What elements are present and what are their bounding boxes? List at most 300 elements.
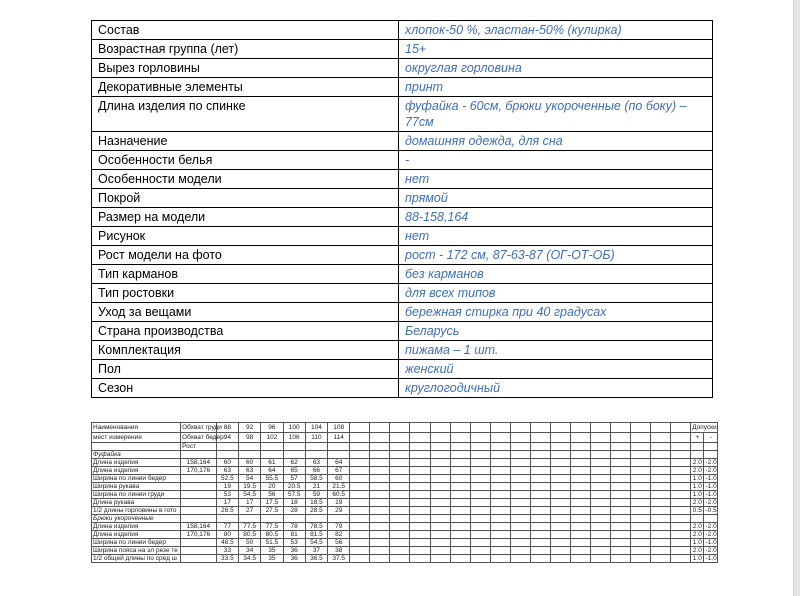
size-cell — [530, 475, 550, 483]
size-cell — [610, 483, 630, 491]
size-cell — [410, 423, 430, 433]
spec-label: Рост модели на фото — [92, 246, 399, 265]
size-cell — [490, 451, 510, 459]
size-cell — [410, 531, 430, 539]
size-cell — [450, 547, 470, 555]
spec-row — [92, 208, 713, 227]
size-cell: 37 — [305, 547, 327, 555]
size-cell — [430, 555, 450, 563]
spec-row — [92, 303, 713, 322]
size-cell — [470, 433, 490, 443]
size-cell — [550, 531, 570, 539]
size-cell — [570, 523, 590, 531]
size-row — [92, 451, 718, 459]
size-cell — [530, 499, 550, 507]
size-cell — [450, 515, 470, 523]
size-cell — [530, 459, 550, 467]
size-cell — [590, 539, 610, 547]
spec-value: нет — [399, 170, 713, 189]
size-cell — [350, 443, 370, 451]
size-cell: 17 — [216, 499, 238, 507]
size-cell: 1.0 — [691, 555, 704, 563]
size-cell: 63 — [239, 467, 261, 475]
size-cell — [570, 555, 590, 563]
size-cell: 2.0 — [691, 459, 704, 467]
size-cell: 54.5 — [305, 539, 327, 547]
size-cell: 60.5 — [328, 491, 350, 499]
size-cell: 88 — [216, 423, 238, 433]
size-cell — [181, 499, 217, 507]
spec-row — [92, 341, 713, 360]
size-cell: -2.0 — [705, 467, 717, 474]
size-cell: 108 — [328, 423, 350, 433]
size-cell — [430, 547, 450, 555]
size-cell — [630, 423, 650, 433]
size-row — [92, 515, 718, 523]
size-cell — [410, 547, 430, 555]
size-cell — [430, 467, 450, 475]
size-cell — [590, 483, 610, 491]
size-cell — [610, 523, 630, 531]
size-cell: 1.0 — [691, 491, 704, 499]
size-cell — [671, 547, 691, 555]
size-cell — [610, 423, 630, 433]
size-cell — [704, 515, 718, 523]
spec-label: Тип ростовки — [92, 284, 399, 303]
size-cell: 61 — [261, 459, 283, 467]
size-cell — [510, 523, 530, 531]
size-cell — [470, 423, 490, 433]
size-cell: 60 — [328, 475, 350, 483]
spec-label: Длина изделия по спинке — [92, 97, 399, 132]
size-cell: 53 — [216, 491, 238, 499]
size-cell — [671, 483, 691, 491]
size-cell — [410, 507, 430, 515]
size-cell: 2.0 — [691, 547, 704, 555]
size-cell — [216, 443, 238, 451]
size-cell — [305, 515, 327, 523]
size-cell — [350, 433, 370, 443]
size-cell: -2.0 — [705, 459, 717, 466]
size-cell — [350, 483, 370, 491]
size-cell — [430, 459, 450, 467]
size-cell — [390, 433, 410, 443]
size-cell — [410, 475, 430, 483]
size-cell: 27 — [239, 507, 261, 515]
size-cell: 54 — [239, 475, 261, 483]
size-cell — [510, 423, 530, 433]
size-cell — [610, 491, 630, 499]
size-cell: 77.5 — [261, 523, 283, 531]
size-cell — [570, 539, 590, 547]
spec-row — [92, 227, 713, 246]
size-cell — [450, 459, 470, 467]
size-cell: 19.5 — [239, 483, 261, 491]
size-cell — [630, 531, 650, 539]
size-cell — [430, 515, 450, 523]
spec-label: Пол — [92, 360, 399, 379]
size-cell — [350, 491, 370, 499]
size-cell — [671, 523, 691, 531]
spec-value: нет — [399, 227, 713, 246]
spec-value: принт — [399, 78, 713, 97]
spec-row — [92, 97, 713, 132]
size-cell — [651, 555, 671, 563]
size-row — [92, 483, 718, 491]
size-cell — [283, 443, 305, 451]
size-cell — [630, 443, 650, 451]
spec-row — [92, 265, 713, 284]
size-cell — [181, 507, 217, 515]
spec-row — [92, 40, 713, 59]
size-cell — [530, 555, 550, 563]
size-cell — [530, 451, 550, 459]
size-cell: 78.5 — [305, 523, 327, 531]
size-cell — [370, 531, 390, 539]
size-cell: 60 — [239, 459, 261, 467]
size-cell — [671, 531, 691, 539]
size-chart — [91, 422, 718, 563]
size-cell — [590, 499, 610, 507]
spec-value: бережная стирка при 40 градусах — [399, 303, 713, 322]
size-cell — [181, 515, 217, 523]
size-cell — [510, 451, 530, 459]
size-cell: 28.5 — [305, 507, 327, 515]
size-cell — [490, 475, 510, 483]
size-cell — [610, 531, 630, 539]
size-cell — [691, 515, 704, 523]
size-cell: Длина рукава — [92, 499, 181, 507]
size-cell — [450, 433, 470, 443]
size-cell: 20.5 — [283, 483, 305, 491]
size-cell: Длина изделия — [92, 523, 181, 531]
size-cell — [704, 451, 718, 459]
size-cell — [470, 555, 490, 563]
spec-value: 88-158,164 — [399, 208, 713, 227]
size-cell — [370, 547, 390, 555]
size-row — [92, 459, 718, 467]
size-cell — [671, 475, 691, 483]
size-cell — [470, 515, 490, 523]
size-cell — [490, 483, 510, 491]
spec-label: Уход за вещами — [92, 303, 399, 322]
size-cell — [651, 475, 671, 483]
size-row — [92, 539, 718, 547]
size-cell: 57.5 — [283, 491, 305, 499]
size-cell — [470, 475, 490, 483]
size-cell: Рост — [181, 443, 217, 451]
size-cell — [671, 507, 691, 515]
size-cell: 106 — [283, 433, 305, 443]
size-cell — [370, 459, 390, 467]
size-cell — [671, 499, 691, 507]
size-cell — [671, 443, 691, 451]
size-cell — [181, 547, 217, 555]
size-cell — [370, 499, 390, 507]
size-cell: 59 — [305, 491, 327, 499]
size-cell: 158,164 — [181, 523, 217, 531]
size-cell: Ширина пояса на эл резе те — [92, 547, 181, 555]
size-cell — [239, 515, 261, 523]
size-cell: 77.5 — [239, 523, 261, 531]
spec-label: Покрой — [92, 189, 399, 208]
size-cell — [570, 547, 590, 555]
size-cell — [590, 443, 610, 451]
size-cell — [490, 491, 510, 499]
size-cell — [370, 507, 390, 515]
size-cell — [490, 531, 510, 539]
size-cell: 65 — [283, 467, 305, 475]
size-cell: 33 — [216, 547, 238, 555]
size-cell — [570, 483, 590, 491]
size-cell — [610, 539, 630, 547]
spec-value: женский — [399, 360, 713, 379]
size-cell: - — [704, 433, 718, 443]
size-cell: 17 — [239, 499, 261, 507]
size-cell — [350, 423, 370, 433]
size-cell — [430, 523, 450, 531]
size-cell — [450, 451, 470, 459]
size-cell — [410, 515, 430, 523]
size-cell — [370, 451, 390, 459]
size-cell — [530, 515, 550, 523]
size-cell: -1.0 — [705, 539, 717, 546]
spec-row — [92, 151, 713, 170]
size-cell — [530, 423, 550, 433]
size-cell: 81.5 — [305, 531, 327, 539]
size-cell — [216, 451, 238, 459]
size-cell — [671, 555, 691, 563]
size-cell — [370, 515, 390, 523]
product-spec-table — [91, 20, 713, 398]
size-cell: 55.5 — [261, 475, 283, 483]
spec-row — [92, 189, 713, 208]
size-cell: 19 — [216, 483, 238, 491]
size-cell: Ширина по линии бедер — [92, 475, 181, 483]
size-cell — [570, 531, 590, 539]
size-cell — [490, 539, 510, 547]
size-cell — [590, 451, 610, 459]
size-row — [92, 475, 718, 483]
size-cell — [590, 467, 610, 475]
spec-value: пижама – 1 шт. — [399, 341, 713, 360]
size-cell — [510, 443, 530, 451]
size-cell: 81 — [283, 531, 305, 539]
size-cell — [490, 459, 510, 467]
spec-value: рост - 172 см, 87-63-87 (ОГ-ОТ-ОБ) — [399, 246, 713, 265]
size-cell — [630, 547, 650, 555]
size-cell — [550, 433, 570, 443]
size-cell — [410, 451, 430, 459]
size-cell: 0.5 — [691, 507, 704, 515]
size-cell — [390, 523, 410, 531]
size-cell: 52.5 — [216, 475, 238, 483]
size-cell — [450, 507, 470, 515]
size-cell — [510, 467, 530, 475]
size-cell — [390, 555, 410, 563]
size-cell: 80 — [216, 531, 238, 539]
size-header-row — [92, 433, 718, 443]
size-cell — [410, 467, 430, 475]
size-cell — [510, 547, 530, 555]
size-cell — [370, 483, 390, 491]
size-cell — [470, 483, 490, 491]
size-cell — [510, 475, 530, 483]
size-cell — [390, 531, 410, 539]
size-cell — [450, 523, 470, 531]
size-cell — [570, 433, 590, 443]
size-cell — [350, 475, 370, 483]
size-cell — [470, 547, 490, 555]
size-cell: 80.5 — [239, 531, 261, 539]
size-cell — [630, 467, 650, 475]
spec-value: фуфайка - 60см, брюки укороченные (по боку) – 77см — [399, 97, 713, 132]
size-cell — [570, 443, 590, 451]
size-cell — [490, 555, 510, 563]
size-cell — [570, 459, 590, 467]
spec-row — [92, 21, 713, 40]
size-cell — [390, 547, 410, 555]
spec-row — [92, 132, 713, 151]
size-cell: 78 — [283, 523, 305, 531]
spec-label: Сезон — [92, 379, 399, 398]
size-cell — [704, 443, 718, 451]
size-cell: 56 — [261, 491, 283, 499]
spec-row — [92, 284, 713, 303]
spec-label: Тип карманов — [92, 265, 399, 284]
size-cell — [590, 459, 610, 467]
size-cell — [671, 539, 691, 547]
size-cell: 51.5 — [261, 539, 283, 547]
size-cell — [550, 491, 570, 499]
size-cell: 82 — [328, 531, 350, 539]
size-cell: 1.0 — [691, 475, 704, 483]
size-cell — [470, 443, 490, 451]
size-cell — [671, 433, 691, 443]
spec-label: Назначение — [92, 132, 399, 151]
size-cell: -1.0 — [705, 483, 717, 490]
spec-value: прямой — [399, 189, 713, 208]
size-cell — [530, 531, 550, 539]
size-cell — [671, 467, 691, 475]
size-cell — [590, 475, 610, 483]
size-cell — [390, 451, 410, 459]
size-cell: 66 — [305, 467, 327, 475]
size-cell — [490, 523, 510, 531]
size-cell — [651, 423, 671, 433]
size-cell — [370, 467, 390, 475]
spec-row — [92, 59, 713, 78]
size-cell — [450, 539, 470, 547]
size-cell — [570, 475, 590, 483]
size-cell — [261, 443, 283, 451]
size-cell — [651, 467, 671, 475]
size-cell: 35 — [261, 547, 283, 555]
size-cell — [450, 443, 470, 451]
size-cell — [328, 443, 350, 451]
size-cell — [470, 523, 490, 531]
size-cell: 67 — [328, 467, 350, 475]
size-cell: Длина изделия — [92, 531, 181, 539]
size-cell — [350, 531, 370, 539]
size-row — [92, 491, 718, 499]
spec-label: Особенности белья — [92, 151, 399, 170]
size-cell — [550, 483, 570, 491]
size-cell — [181, 491, 217, 499]
size-cell — [550, 507, 570, 515]
size-cell: 2.0 — [691, 499, 704, 507]
size-row — [92, 499, 718, 507]
size-cell: Длина изделия — [92, 467, 181, 475]
size-cell — [610, 475, 630, 483]
size-cell: Допуски — [692, 424, 717, 431]
size-cell — [671, 423, 691, 433]
size-cell — [630, 451, 650, 459]
size-cell — [450, 423, 470, 433]
size-cell — [550, 547, 570, 555]
size-cell — [350, 539, 370, 547]
size-cell — [530, 491, 550, 499]
spec-value: домашняя одежда, для сна — [399, 132, 713, 151]
size-cell: 1.0 — [691, 539, 704, 547]
spec-label: Декоративные элементы — [92, 78, 399, 97]
size-cell — [550, 451, 570, 459]
spec-value: 15+ — [399, 40, 713, 59]
size-cell: Брюки укороченные — [92, 515, 181, 523]
size-cell — [470, 507, 490, 515]
spec-value: - — [399, 151, 713, 170]
size-cell — [530, 523, 550, 531]
spec-value: для всех типов — [399, 284, 713, 303]
size-cell: 36.5 — [305, 555, 327, 563]
size-cell — [651, 459, 671, 467]
size-cell: 170,176 — [181, 467, 217, 475]
size-cell — [630, 491, 650, 499]
size-cell — [651, 499, 671, 507]
size-cell — [283, 451, 305, 459]
size-cell — [410, 499, 430, 507]
size-cell — [590, 433, 610, 443]
size-cell: 2.0 — [691, 467, 704, 475]
spec-row — [92, 78, 713, 97]
size-cell: 102 — [261, 433, 283, 443]
size-cell — [610, 515, 630, 523]
size-cell — [370, 433, 390, 443]
size-cell — [430, 499, 450, 507]
size-cell — [430, 433, 450, 443]
size-cell: 37.5 — [328, 555, 350, 563]
spec-label: Комплектация — [92, 341, 399, 360]
size-row — [92, 507, 718, 515]
size-cell — [181, 475, 217, 483]
size-cell: 158,164 — [181, 459, 217, 467]
size-cell — [370, 523, 390, 531]
size-cell: 80.5 — [261, 531, 283, 539]
spec-value: округлая горловина — [399, 59, 713, 78]
size-cell: 100 — [283, 423, 305, 433]
size-cell — [651, 433, 671, 443]
size-cell — [181, 483, 217, 491]
size-cell: 21.5 — [328, 483, 350, 491]
size-cell — [530, 433, 550, 443]
size-cell — [490, 547, 510, 555]
size-cell — [450, 555, 470, 563]
size-cell — [550, 467, 570, 475]
size-cell — [550, 459, 570, 467]
size-cell — [490, 515, 510, 523]
size-cell: 96 — [261, 423, 283, 433]
size-cell — [651, 523, 671, 531]
